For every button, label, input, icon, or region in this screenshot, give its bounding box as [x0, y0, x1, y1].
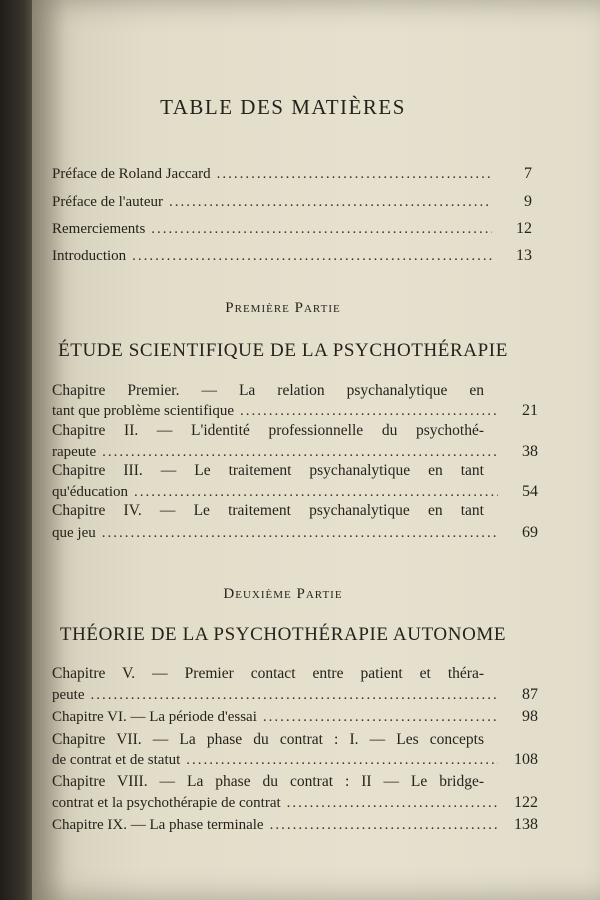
toc-entry	[52, 794, 538, 812]
chapter-line: Chapitre IV. — Le traitement psychanalytique en tant	[52, 502, 484, 519]
toc-entry-page: 9	[524, 193, 532, 210]
part-label: Deuxième Partie	[223, 586, 343, 602]
dot-leader	[151, 221, 492, 238]
part-title: ÉTUDE SCIENTIFIQUE DE LA PSYCHOTHÉRAPIE	[58, 340, 508, 361]
toc-entry	[52, 193, 532, 211]
toc-entry-label: Introduction	[52, 248, 127, 264]
toc-entry-page: 69	[522, 524, 538, 541]
toc-entry	[52, 165, 532, 183]
toc-entry	[52, 708, 538, 726]
part-label: Première Partie	[225, 300, 341, 316]
toc-entry	[52, 524, 538, 542]
dot-leader	[186, 752, 498, 769]
toc-entry	[52, 247, 532, 265]
chapter-line: Chapitre III. — Le traitement psychanalytique en tant	[52, 462, 484, 479]
toc-entry-page: 122	[514, 794, 538, 811]
toc-entry	[52, 483, 538, 501]
chapter-line: Chapitre II. — L'identité professionnelle du psychothé-	[52, 422, 484, 439]
dot-leader	[287, 795, 498, 812]
toc-entry-label: Préface de Roland Jaccard	[52, 166, 211, 182]
toc-entry-page: 13	[516, 247, 532, 264]
toc-entry	[52, 751, 538, 769]
dot-leader	[240, 403, 498, 420]
toc-entry-page: 87	[522, 686, 538, 703]
dot-leader	[263, 709, 498, 726]
part-title: THÉORIE DE LA PSYCHOTHÉRAPIE AUTONOME	[59, 624, 507, 645]
toc-entry-label: Chapitre IX. — La phase terminale	[52, 817, 264, 833]
toc-entry-label: tant que problème scientifique	[52, 403, 235, 419]
toc-entry	[52, 220, 532, 238]
dot-leader	[90, 687, 498, 704]
dot-leader	[270, 817, 498, 834]
page-title: TABLE DES MATIÈRES	[160, 95, 406, 119]
toc-entry-label: rapeute	[52, 444, 97, 460]
chapter-line: Chapitre Premier. — La relation psychanalytique en	[52, 382, 484, 399]
toc-entry-label: de contrat et de statut	[52, 752, 181, 768]
toc-entry	[52, 816, 538, 834]
chapter-line: Chapitre V. — Premier contact entre patient et théra-	[52, 665, 484, 682]
toc-entry	[52, 443, 538, 461]
toc-entry-label: Remerciements	[52, 221, 146, 237]
chapter-line: Chapitre VIII. — La phase du contrat : II — Le bridge-	[52, 773, 484, 790]
dot-leader	[169, 194, 492, 211]
toc-entry-label: Chapitre VI. — La période d'essai	[52, 709, 257, 725]
toc-entry-label: qu'éducation	[52, 484, 129, 500]
toc-entry-page: 108	[514, 751, 538, 768]
dot-leader	[217, 166, 492, 183]
chapter-line: Chapitre VII. — La phase du contrat : I. — Les concepts	[52, 731, 484, 748]
toc-entry-page: 98	[522, 708, 538, 725]
toc-entry-label: que jeu	[52, 525, 96, 541]
dot-leader	[134, 484, 498, 501]
toc-entry-page: 12	[516, 220, 532, 237]
toc-entry-page: 7	[524, 165, 532, 182]
toc-entry-page: 21	[522, 402, 538, 419]
toc-entry-page: 138	[514, 816, 538, 833]
dot-leader	[102, 444, 498, 461]
toc-entry-page: 38	[522, 443, 538, 460]
toc-entry-page: 54	[522, 483, 538, 500]
dot-leader	[102, 525, 498, 542]
toc-entry	[52, 686, 538, 704]
toc-entry-label: peute	[52, 687, 85, 703]
toc-entry	[52, 402, 538, 420]
toc-entry-label: contrat et la psychothérapie de contrat	[52, 795, 281, 811]
dot-leader	[132, 248, 492, 265]
toc-entry-label: Préface de l'auteur	[52, 194, 163, 210]
